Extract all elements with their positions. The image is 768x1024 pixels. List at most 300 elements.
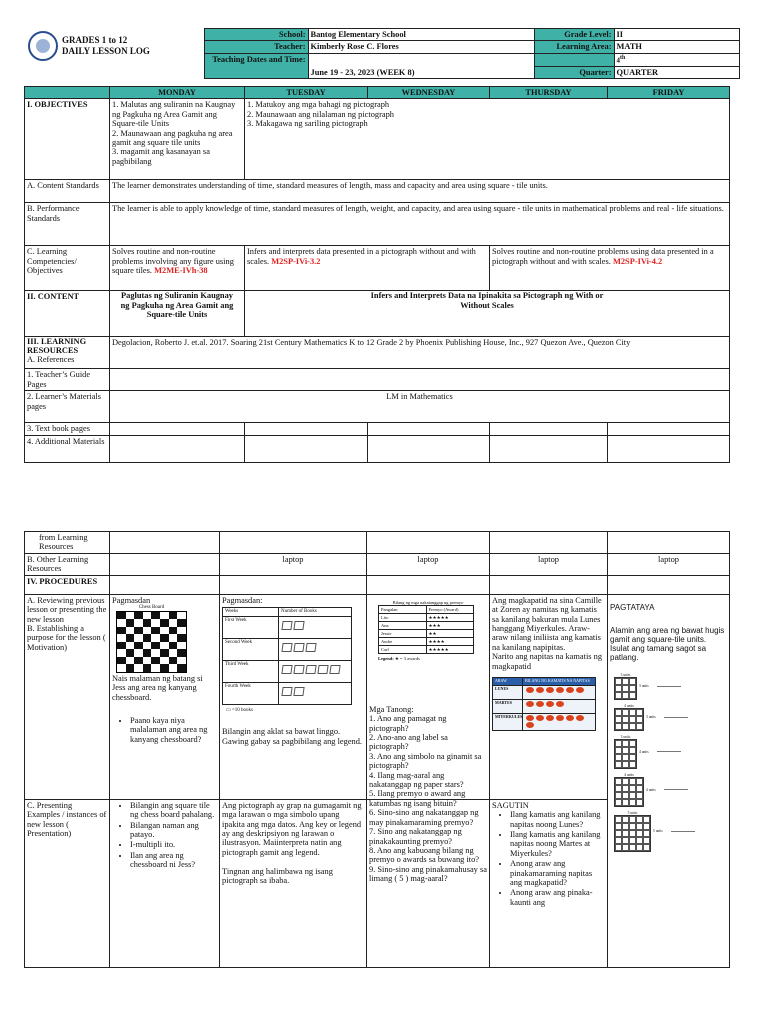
tile-square [615,778,622,785]
tomato-icons [523,713,596,731]
chess-square [126,649,135,657]
books-header: Number of Books [279,608,352,617]
tile-square [629,761,636,768]
weeks-header: Weeks [223,608,279,617]
tile-shape [614,777,644,807]
week-label: Third Week [223,660,279,682]
chess-square [169,627,178,635]
tomato-icon [556,687,564,693]
friday-assessment-title: PAGTATAYA [610,602,655,612]
grades-title: GRADES 1 to 12 [62,35,128,46]
school-label: School: [204,29,308,41]
competencies-thufri: Solves routine and non-routine problems using data presented in a pictograph without and with scales. [492,247,714,266]
teacher-label: Teacher: [204,41,308,53]
tomato-icon [566,687,574,693]
tile-square [629,754,636,761]
objectives-monday: 1. Malutas ang suliranin na Kaugnay ng Pagkuha ng Area Gamit ang Square-tile Units 2. Maunawaan ang pagkuha ng area gamit ang square tile units 3. magamit ang kasanayan sa pagbibilang [110,99,245,180]
tile-square [629,685,636,692]
tile-square [622,678,629,685]
dates-label: Teaching Dates and Time: [204,53,308,79]
tile-square [622,754,629,761]
quarter-label: Quarter: [534,66,614,78]
resources-label: III. LEARNING RESOURCES [27,337,87,356]
award-name: Carl [379,646,427,654]
shape-top-label: 4 units [624,703,634,708]
chess-square [177,664,186,672]
award-stars: ★★ [426,629,474,637]
tomato-icons [523,699,596,713]
monday-motivation-text: Nais malaman ng batang si Jess ang area ng kanyang chessboard. [112,673,203,702]
chess-square [169,657,178,665]
tomato-pictograph [492,677,596,731]
competency-code-tuewed: M2SP-IVi-3.2 [271,256,321,266]
book-icon [281,621,292,630]
tile-square [622,785,629,792]
tile-square [636,837,643,844]
book-icon [293,621,304,630]
monday-observe-title: Pagmasdan [112,595,151,605]
tile-square [622,692,629,699]
content-rest: Infers and Interprets Data na Ipinakita sa Pictograph ng With or Without Scales [245,291,730,337]
chess-square [143,649,152,657]
tile-square [629,830,636,837]
chess-square [177,627,186,635]
laptop-thursday: laptop [490,554,608,576]
shape-top-label: 5 units [627,810,638,815]
chess-square [117,619,126,627]
chess-square [177,619,186,627]
tile-square [622,837,629,844]
content-standards-text: The learner demonstrates understanding of time, standard measures of length, mass and capacity and area using square - tile units. [110,180,730,203]
book-icon [293,643,304,652]
monday-presentation-item: • I-multipli ito. [130,840,217,849]
chess-square [143,642,152,650]
week-label: Second Week [223,638,279,660]
area-value: MATH [614,41,739,53]
chess-square [160,664,169,672]
book-key-text: =10 books [231,707,253,713]
tile-square [622,747,629,754]
chess-square [117,664,126,672]
content-standards-label: A. Content Standards [25,180,110,203]
tomato-icon [526,687,534,693]
tile-square [643,837,650,844]
tile-square [636,785,643,792]
shape-top-label: 4 units [624,772,634,777]
book-key-icon: ▭ [226,707,231,713]
book-icon [329,665,340,674]
chess-square [160,627,169,635]
tile-square [629,678,636,685]
competencies-tuewed: Infers and interprets data presented in a pictograph without and with scales. [247,247,476,266]
tile-square [615,785,622,792]
competencies-monday: Solves routine and non-routine problems involving any figure using square tiles. [112,247,234,276]
award-legend-label: Legend: [378,656,394,662]
tile-square [615,747,622,754]
answer-blank[interactable] [664,717,688,718]
chess-square [134,664,143,672]
chess-square [126,634,135,642]
chess-square [134,627,143,635]
tile-square [629,778,636,785]
tomato-icon [536,715,544,721]
tile-square [629,792,636,799]
tomato-icon [536,687,544,693]
chess-caption: Chess Board [138,605,165,611]
tile-square [622,716,629,723]
tomato-day: MARTES [493,699,523,713]
chess-square [177,642,186,650]
review-label: A. Reviewing previous lesson or presenting the new lesson [27,595,107,624]
chess-square [143,634,152,642]
from-lr-label: from Learning Resources [25,532,110,554]
thursday-question-item: • Ilang kamatis ang kanilang napitas noong Martes at Miyerkules? [510,830,605,858]
tile-square [622,816,629,823]
grade-label: Grade Level: [534,29,614,41]
tile-square [629,747,636,754]
tomato-icon [546,701,554,707]
chess-square [151,664,160,672]
tile-square [615,823,622,830]
thursday-question-item: • Anong araw ang pinakamaraming napitas ang magkapatid? [510,859,605,887]
tile-square [615,761,622,768]
tile-shape [614,739,637,769]
quarter-number: 4 [616,56,620,65]
book-icon [293,687,304,696]
tomato-col-count: BILANG NG KAMATIS NA NAPITAS [523,678,596,685]
tile-square [636,723,643,730]
chess-square [151,642,160,650]
chess-square [117,657,126,665]
tomato-icon [576,687,584,693]
tile-square [615,723,622,730]
laptop-wednesday: laptop [367,554,490,576]
performance-standards-label: B. Performance Standards [25,203,110,246]
award-name: Andre [379,637,427,645]
thursday-question-item: • Anong araw ang pinaka-kaunti ang [510,888,605,907]
chess-square [143,619,152,627]
tile-shape [614,708,644,731]
chess-square [143,612,152,620]
answer-blank[interactable] [671,831,695,832]
tile-square [615,754,622,761]
chess-square [169,619,178,627]
tuesday-presentation-text: Ang pictograph ay grap na gumagamit ng mga larawan o mga simbolo upang ipakita ang mga datos. Ang key or legend ay ang deskripsiyon ng larawan o ilustrasyon. Maiinterpreta natin ang pictograph gamit ang legend. Tingnan ang halimbawa ng isang pictograph sa ibaba. [220,799,367,967]
teacher-value: Kimberly Rose C. Flores [308,41,534,53]
tile-square [636,823,643,830]
wednesday-questions: Mga Tanong: 1. Ano ang pamagat ng pictograph? 2. Ano-ano ang label sa pictograph? 3. Ano ang simbolo na ginamit sa pictograph? 4. Ilang mag-aaral ang nakatanggap ng paper stars? 5. Ilang premyo o award ang katumbas ng isang bituin? 6. Sino-sino ang nakatanggap ng may pinakamaraming premyo? 7. Sino ang nakatanggap ng pinakakaunting premyo? 8. Ano ang kabuoang bilang ng premyo o awards sa buwang ito? 9. Sino-sino ang pinakamahusay sa limang ( 5 ) mag-aaral? [369,704,487,884]
chess-square [160,657,169,665]
shape-side-label: 4 units [639,749,649,754]
answer-blank[interactable] [657,751,681,752]
lesson-grid-page1 [24,86,730,463]
purpose-label: B. Establishing a purpose for the lesson ( Motivation) [27,624,106,652]
tile-square [629,723,636,730]
presenting-label: C. Presenting Examples / instances of new lesson ( Presentation) [25,799,110,967]
school-value: Bantog Elementary School [308,29,534,41]
tomato-col-day: ARAW [493,678,523,685]
tile-square [643,823,650,830]
tomato-icon [556,701,564,707]
chess-square [169,649,178,657]
tile-square [643,830,650,837]
header-table [24,28,740,79]
award-stars: ★★★★★ [426,646,474,654]
award-name: Lito [379,613,427,621]
chess-square [134,619,143,627]
tile-square [615,685,622,692]
tomato-icons [523,685,596,699]
chess-square [151,649,160,657]
area-label: Learning Area: [534,41,614,53]
chess-square [126,642,135,650]
tile-square [636,799,643,806]
tile-square [636,816,643,823]
chess-square [160,642,169,650]
chess-square [143,664,152,672]
day-friday: FRIDAY [608,87,730,99]
chess-square [160,649,169,657]
tile-square [643,844,650,851]
tile-square [629,716,636,723]
book-icons [279,638,352,660]
day-wednesday: WEDNESDAY [368,87,490,99]
content-label: II. CONTENT [25,291,110,337]
tomato-icon [526,701,534,707]
tile-square [615,740,622,747]
monday-presentation-item: • Bilangin ang square tile ng chess board pahalang. [130,801,217,820]
competencies-label: C. Learning Competencies/ Objectives [25,246,110,291]
tile-square [629,837,636,844]
dates-value: June 19 - 23, 2023 (WEEK 8) [308,53,534,79]
quarter-value: QUARTER [614,66,739,78]
chess-square [177,657,186,665]
tg-label: 1. Teacher’s Guide Pages [25,369,110,391]
tile-square [629,799,636,806]
log-title: DAILY LESSON LOG [62,45,150,56]
chess-square [160,612,169,620]
tuesday-motivation-text: Bilangin ang aklat sa bawat linggo. Gawing gabay sa pagbibilang ang legend. [222,727,363,746]
friday-assessment-text: Alamin ang area ng bawat hugis gamit ang square-tile units. Isulat ang tamang sagot sa patlang. [610,625,725,662]
book-icon [305,643,316,652]
friday-shapes [610,673,727,852]
tile-square [636,709,643,716]
chess-square [117,627,126,635]
tile-square [622,823,629,830]
textbook-label: 3. Text book pages [25,423,110,435]
award-col-name: Pangalan [379,605,427,613]
chess-square [151,619,160,627]
tile-square [622,740,629,747]
tile-square [622,778,629,785]
thursday-answer-title: SAGUTIN [492,800,529,810]
book-icons [279,616,352,638]
week-label: Fourth Week [223,682,279,704]
award-stars: ★★★★ [426,637,474,645]
shape-side-label: 4 units [646,787,656,792]
book-icon [281,687,292,696]
tile-square [622,709,629,716]
book-icon [281,643,292,652]
chess-square [151,657,160,665]
chess-square [117,642,126,650]
chess-square [126,664,135,672]
chess-square [177,612,186,620]
chess-square [134,634,143,642]
tile-square [629,740,636,747]
book-icon [317,665,328,674]
tomato-icon [556,715,564,721]
chess-square [117,649,126,657]
day-tuesday: TUESDAY [245,87,368,99]
chess-square [134,612,143,620]
laptop-tuesday: laptop [220,554,367,576]
award-legend-value: = 3 awards [400,656,420,662]
tile-square [629,692,636,699]
tile-square [622,830,629,837]
monday-presentation-item: • Ilan ang area ng chessboard ni Jess? [130,851,217,870]
tile-square [615,830,622,837]
tile-square [629,785,636,792]
chess-square [151,634,160,642]
other-lr-label: B. Other Learning Resources [25,554,110,576]
book-pictograph [222,607,352,705]
chess-square [151,627,160,635]
award-stars: ★★★ [426,621,474,629]
tile-square [636,716,643,723]
tile-square [615,716,622,723]
tile-square [636,830,643,837]
chess-square [160,619,169,627]
chess-square [126,627,135,635]
day-monday: MONDAY [110,87,245,99]
tile-square [622,685,629,692]
tomato-icon [566,715,574,721]
shape-top-label: 3 units [620,672,631,677]
tomato-icon [546,715,554,721]
deped-seal-icon [28,31,58,61]
tomato-icon [546,687,554,693]
day-thursday: THURSDAY [490,87,608,99]
tomato-icon [536,701,544,707]
objectives-label: I. OBJECTIVES [25,99,110,180]
tomato-day: MIYERKULES [493,713,523,731]
chess-square [126,612,135,620]
tile-square [629,816,636,823]
award-col-prize: Premyo (Award) [426,605,474,613]
tile-square [636,844,643,851]
chess-square [177,634,186,642]
book-icons [279,660,352,682]
tile-square [615,678,622,685]
chess-square [126,619,135,627]
award-pictograph [378,600,478,661]
performance-standards-text: The learner is able to apply knowledge of time, standard measures of length, weight, and capacity, and area using square - tile units in mathematical problems and real - life situations. [110,203,730,246]
tile-square [629,844,636,851]
star-icon: ★ [394,656,399,662]
shape-side-label: 3 units [646,715,656,720]
lm-text: LM in Mathematics [110,391,730,423]
tile-square [615,709,622,716]
chess-square [117,634,126,642]
tile-square [622,792,629,799]
award-pictograph-title: Bilang ng mga nakatanggap ng premyo [392,599,464,605]
tomato-icon [576,715,584,721]
chess-square [143,657,152,665]
monday-motivation-question: • Paano kaya niya malalaman ang area ng kanyang chessboard? [130,716,217,744]
competency-code-monday: M2ME-IVh-38 [154,266,208,276]
objectives-rest: 1. Matukoy ang mga bahagi ng pictograph 2. Maunawaan ang nilalaman ng pictograph 3. Makagawa ng sariling pictograph [245,99,730,180]
book-icon [293,665,304,674]
shape-side-label: 5 units [653,829,663,834]
chess-square [143,627,152,635]
tomato-day: LUNES [493,685,523,699]
book-icon [305,665,316,674]
chess-square [160,634,169,642]
grade-value: II [614,29,739,41]
chess-square [117,612,126,620]
tile-square [615,799,622,806]
tile-square [643,816,650,823]
competency-code-thufri: M2SP-IVi-4.2 [612,256,663,266]
book-icon [281,665,292,674]
laptop-friday: laptop [608,554,730,576]
chess-square [169,612,178,620]
tile-square [615,837,622,844]
tile-shape [614,677,637,700]
tile-square [636,778,643,785]
tile-square [622,723,629,730]
tile-square [615,792,622,799]
award-stars: ★★★★★ [426,613,474,621]
lesson-grid-page2 [24,531,730,968]
chess-square [151,612,160,620]
tile-square [615,816,622,823]
chess-square [134,642,143,650]
tile-square [636,792,643,799]
chess-square [169,664,178,672]
procedures-label: IV. PROCEDURES [25,575,110,594]
tile-shape [614,815,651,852]
content-monday: Paglutas ng Suliranin Kaugnay ng Pagkuha ng Area Gamit ang Square-tile Units [110,291,245,337]
chess-square [169,642,178,650]
tile-square [622,844,629,851]
shape-side-label: 3 units [639,684,649,689]
award-name: Ana [379,621,427,629]
chess-square [177,649,186,657]
tile-square [629,709,636,716]
tile-square [615,692,622,699]
thursday-story-text: Ang magkapatid na sina Camille at Zoren ay namitas ng kamatis sa kanilang bakuran mula Lunes hanggang Miyerkules. Araw-araw nilang iniliista ang kamatis na kanilang napipitas. Narito ang napitas na kamatis ng magkapatid [492,595,603,671]
lm-label: 2. Learner’s Materials pages [25,391,110,423]
answer-blank[interactable] [657,686,681,687]
answer-blank[interactable] [664,789,688,790]
award-name: Jessie [379,629,427,637]
quarter-spacer [534,53,614,66]
week-label: First Week [223,616,279,638]
chessboard-image [116,611,187,673]
chess-square [169,634,178,642]
book-icons [279,682,352,704]
tomato-icon [526,715,534,721]
tile-square [622,799,629,806]
monday-presentation-item: • Bilangan naman ang patayo. [130,821,217,840]
resources-text: Degolacion, Roberto J. et.al. 2017. Soaring 21st Century Mathematics K to 12 Grade 2 by Phoenix Publishing House, Inc., 927 Quezon Ave., Quezon City [110,337,730,369]
additional-label: 4. Additional Materials [25,435,110,462]
tomato-icon [526,722,534,728]
chess-square [134,657,143,665]
thursday-question-item: • Ilang kamatis ang kanilang napitas noong Lunes? [510,810,605,829]
